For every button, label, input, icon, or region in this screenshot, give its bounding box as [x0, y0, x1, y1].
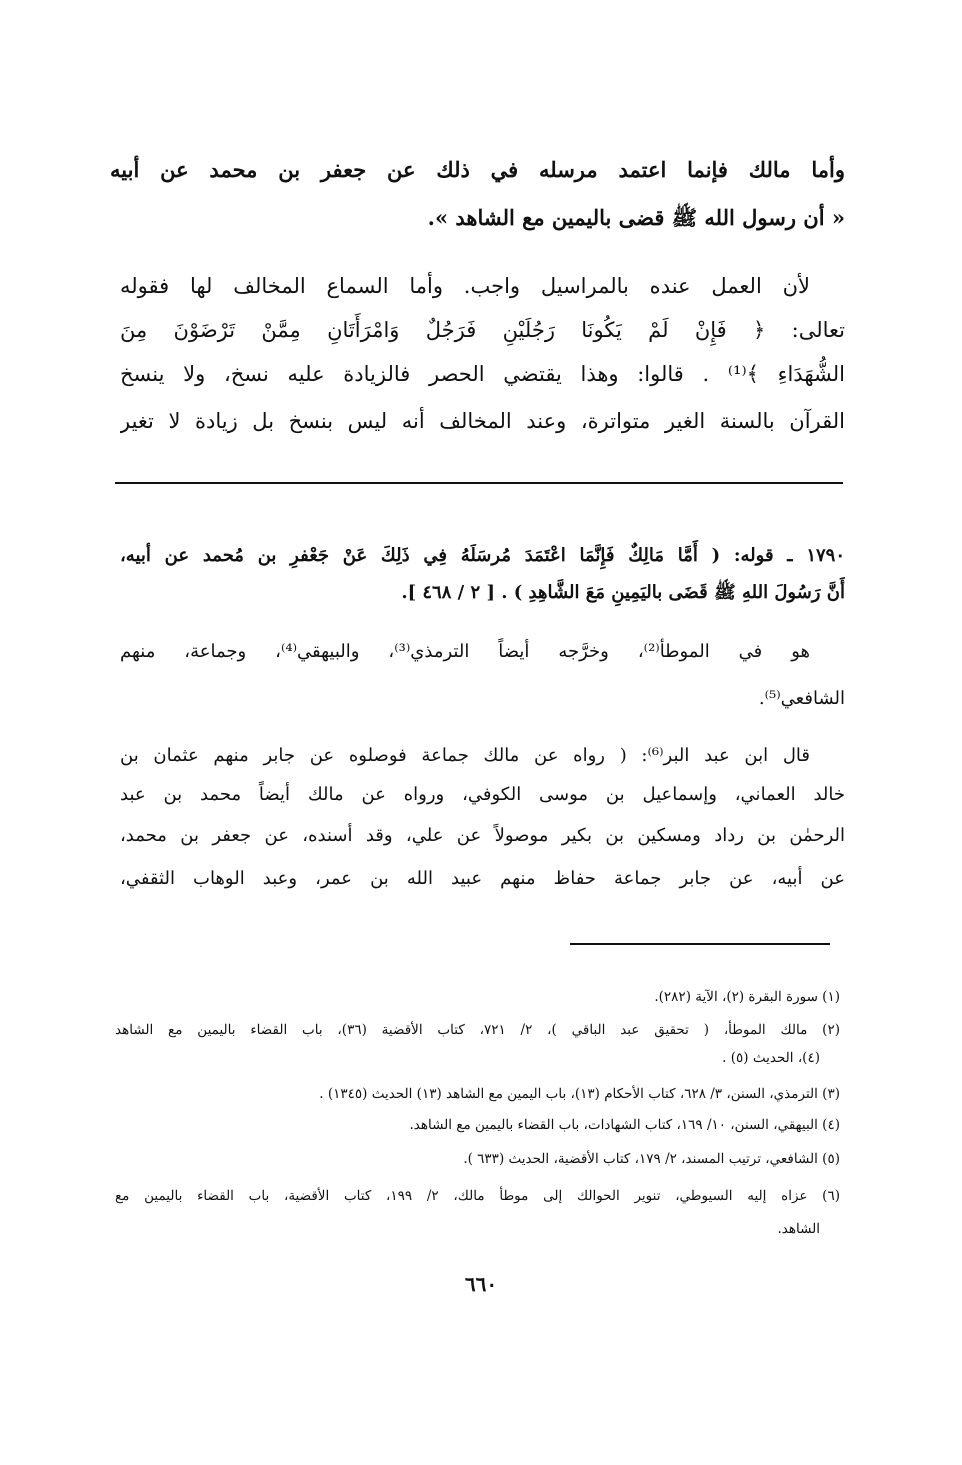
- footnote-line: (٣) الترمذي، السنن، ٣/ ٦٢٨، كتاب الأحكام (١٣)، باب اليمين مع الشاهد (١٣) الحديث (١٣٤٥) .: [319, 1086, 840, 1102]
- footnote-line: (٦) عزاه إليه السيوطي، تنوير الحوالك إلى موطأ مالك، ٢/ ١٩٩، كتاب الأقضية، باب القضاء باليمين مع: [115, 1188, 840, 1204]
- main-text-separator: [115, 482, 843, 484]
- commentary-line: الرحمٰن بن رداد ومسكين بن بكير موصولاً عن علي، وقد أسنده، عن جعفر بن محمد،: [120, 825, 845, 846]
- main-text-line: القرآن بالسنة الغير متواترة، وعند المخالف أنه ليس بنسخ بل زيادة لا تغير: [120, 409, 845, 433]
- commentary-heading-line: ١٧٩٠ ـ قوله: ( أَمَّا مَالِكٌ فَإِنَّمَا اعْتَمَدَ مُرسَلَهُ فِي ذَلِكَ عَنْ جَعْفرِ بن مُحمد عن أبيه،: [120, 545, 845, 566]
- commentary-line: خالد العماني، وإسماعيل بن موسى الكوفي، ورواه عن مالك أيضاً محمد بن عبد: [120, 784, 845, 805]
- main-text-line: « أن رسول الله ﷺ قضى باليمين مع الشاهد ».: [427, 205, 845, 230]
- footnote-line: (٢) مالك الموطأ، ( تحقيق عبد الباقي )، ٢/ ٧٢١، كتاب الأقضية (٣٦)، باب القضاء باليمين مع الشاهد: [115, 1022, 840, 1038]
- commentary-line: عن أبيه، عن جابر جماعة حفاظ منهم عبيد الله بن عمر، وعبد الوهاب الثقفي،: [120, 868, 845, 889]
- page-number: ٦٦٠: [464, 1272, 498, 1296]
- commentary-line: الشافعي⁽⁵⁾.: [758, 688, 845, 709]
- main-text-line: وأما مالك فإنما اعتمد مرسله في ذلك عن جعفر بن محمد عن أبيه: [110, 157, 845, 182]
- quran-verse-line: تعالى: ﴿ فَإِنْ لَمْ يَكُونَا رَجُلَيْنِ فَرَجُلٌ وَامْرَأَتَانِ مِمَّنْ تَرْضَوْنَ مِنَ: [120, 318, 845, 342]
- main-text-line: الشُّهَدَاءِ ﴾⁽¹⁾ . قالوا: وهذا يقتضي الحصر فالزيادة عليه نسخ، ولا ينسخ: [120, 362, 845, 386]
- footnote-line: (٤) البيهقي، السنن، ١٠/ ١٦٩، كتاب الشهادات، باب القضاء باليمين مع الشاهد.: [409, 1117, 840, 1133]
- footnote-line: الشاهد.: [777, 1221, 820, 1237]
- commentary-line: قال ابن عبد البر⁽⁶⁾: ( رواه عن مالك جماعة فوصلوه عن جابر منهم عثمان بن: [120, 745, 810, 766]
- footnote-line: (١) سورة البقرة (٢)، الآية (٢٨٢).: [654, 989, 840, 1005]
- commentary-heading-line: أَنَّ رَسُولَ اللهِ ﷺ قَضَى باليَمِينِ مَعَ الشَّاهِدِ ) . [ ٢ / ٤٦٨ ].: [401, 582, 845, 603]
- footnote-separator: [570, 943, 830, 945]
- main-text-line: لأن العمل عنده بالمراسيل واجب. وأما السماع المخالف لها فقوله: [120, 274, 810, 298]
- commentary-line: هو في الموطأ⁽²⁾، وخرَّجه أيضاً الترمذي⁽³⁾، والبيهقي⁽⁴⁾، وجماعة، منهم: [120, 641, 810, 662]
- footnote-line: (٥) الشافعي، ترتيب المسند، ٢/ ١٧٩، كتاب الأقضية، الحديث (٦٣٣ ).: [463, 1151, 840, 1167]
- footnote-line: (٤)، الحديث (٥) .: [722, 1050, 820, 1066]
